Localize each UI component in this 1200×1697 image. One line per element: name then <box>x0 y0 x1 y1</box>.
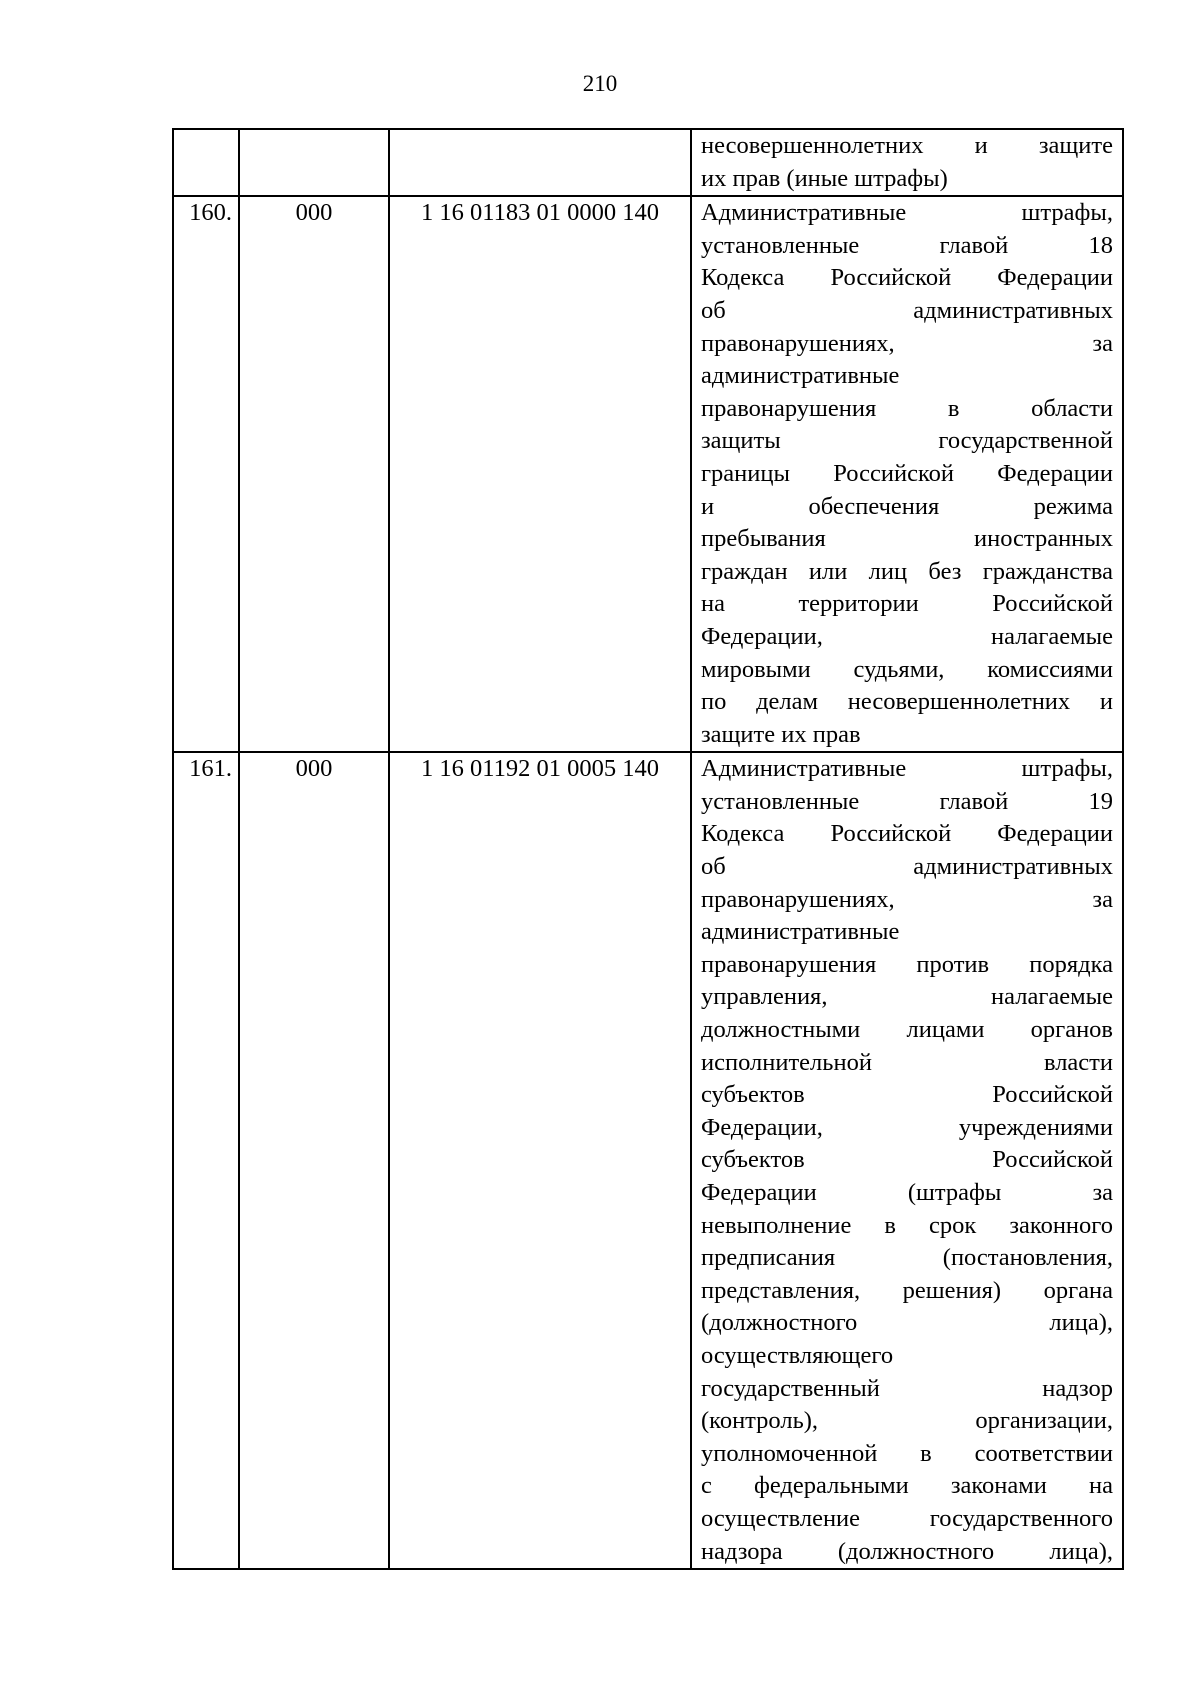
revenue-name-line: несовершеннолетних и защите <box>701 132 1113 159</box>
budget-classification-code-cell: 1 16 01192 01 0005 140 <box>389 752 691 1569</box>
revenue-name-line: правонарушения против порядка <box>701 950 1113 978</box>
revenue-name-line: Административные штрафы, <box>701 755 1113 783</box>
table-row <box>173 129 1123 196</box>
revenue-name-line: по делам несовершеннолетних и <box>701 688 1113 716</box>
revenue-name-line: Кодекса Российской Федерации <box>701 264 1113 292</box>
administrator-code-cell: 000 <box>239 752 389 1569</box>
administrator-code-cell <box>239 129 389 196</box>
revenue-name-line: и обеспечения режима <box>701 492 1113 520</box>
revenue-name-line: административные <box>701 918 900 946</box>
revenue-name-line: правонарушения в области <box>701 394 1113 422</box>
revenue-name-line: защиты государственной <box>701 427 1113 455</box>
table-row <box>173 196 1123 752</box>
revenue-name-line: пребывания иностранных <box>701 525 1113 553</box>
revenue-name-line: Федерации, учреждениями <box>701 1113 1113 1141</box>
budget-classification-code-cell <box>389 129 691 196</box>
revenue-name-line: административные <box>701 362 900 390</box>
revenue-name-line: установленные главой 19 <box>701 787 1113 815</box>
revenue-name-line: их прав (иные штрафы) <box>701 164 948 192</box>
revenue-name-cell <box>691 752 1123 1569</box>
revenue-name-line: об административных <box>701 853 1113 881</box>
revenue-name-line: об административных <box>701 296 1113 324</box>
row-number-cell <box>173 129 239 196</box>
revenue-name-line: граждан или лиц без гражданства <box>701 557 1113 585</box>
revenue-name-line: правонарушениях, за <box>701 329 1113 357</box>
revenue-name-line: государственный надзор <box>701 1374 1113 1402</box>
revenue-name-line: субъектов Российской <box>701 1081 1113 1109</box>
revenue-name-line: исполнительной власти <box>701 1048 1113 1076</box>
revenue-name-cell <box>691 196 1123 752</box>
administrator-code-cell: 000 <box>239 196 389 752</box>
row-number-cell: 161. <box>173 752 239 1569</box>
revenue-name-line: уполномоченной в соответствии <box>701 1439 1113 1467</box>
page-number: 210 <box>582 71 618 96</box>
revenue-name-line: правонарушениях, за <box>701 885 1113 913</box>
revenue-name-line: с федеральными законами на <box>701 1472 1113 1500</box>
revenue-name-line: осуществление государственного <box>701 1504 1113 1532</box>
revenue-name-line: предписания (постановления, <box>701 1244 1113 1272</box>
revenue-name-line: должностными лицами органов <box>701 1016 1113 1044</box>
revenue-name-line: на территории Российской <box>701 590 1113 618</box>
revenue-name-line: защите их прав <box>701 720 861 748</box>
table-row <box>173 752 1123 1569</box>
revenue-name-line: (контроль), организации, <box>701 1407 1113 1435</box>
revenue-name-line: границы Российской Федерации <box>701 459 1113 487</box>
revenue-name-line: надзора (должностного лица), <box>701 1537 1113 1565</box>
revenue-name-line: Кодекса Российской Федерации <box>701 820 1113 848</box>
budget-codes-table <box>172 128 1124 1570</box>
revenue-name-line: осуществляющего <box>701 1341 894 1369</box>
revenue-name-line: управления, налагаемые <box>701 983 1113 1011</box>
revenue-name-line: субъектов Российской <box>701 1146 1113 1174</box>
revenue-name-line: мировыми судьями, комиссиями <box>701 655 1113 683</box>
revenue-name-line: Административные штрафы, <box>701 199 1113 227</box>
revenue-name-line: невыполнение в срок законного <box>701 1211 1113 1239</box>
revenue-name-line: Федерации (штрафы за <box>701 1179 1113 1206</box>
revenue-name-line: (должностного лица), <box>701 1309 1113 1337</box>
table-body <box>173 129 1123 1569</box>
revenue-name-cell <box>691 129 1123 196</box>
budget-classification-code-cell: 1 16 01183 01 0000 140 <box>389 196 691 752</box>
revenue-name-line: установленные главой 18 <box>701 231 1113 259</box>
revenue-name-line: представления, решения) органа <box>701 1276 1113 1304</box>
row-number-cell: 160. <box>173 196 239 752</box>
revenue-name-line: Федерации, налагаемые <box>701 622 1113 650</box>
